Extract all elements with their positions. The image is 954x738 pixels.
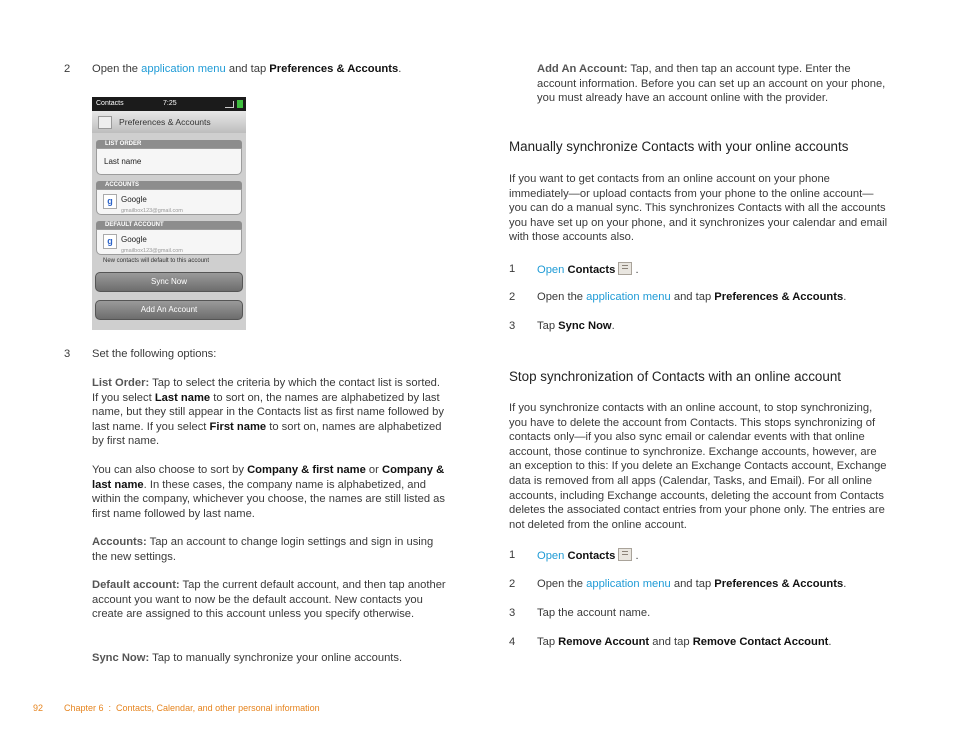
step-number: 2 [64,63,71,75]
screen-header [92,111,246,133]
application-menu-link[interactable]: application menu [586,291,671,303]
default-account-label: DEFAULT ACCOUNT [96,221,242,229]
google-icon: g [103,194,117,209]
application-menu-link[interactable]: application menu [141,63,226,75]
default-note: New contacts will default to this account [103,258,210,264]
list-order-field[interactable]: Last name [96,148,242,175]
manual-sync-heading: Manually synchronize Contacts with your online accounts [509,139,849,154]
sort-paragraph: You can also choose to sort by Company & first name or Company & last name. In these cases, the company name is alphabetized, and within the company, whichever you choose, the names are still listed as first name followed by last name. [92,464,445,520]
list-order-label: LIST ORDER [96,140,242,148]
add-account-paragraph: Add An Account: Tap, and then tap an account type. Enter the account information. Before you can set up an account on your phone, you must already have an account online with the provider. [537,63,886,105]
stop-sync-paragraph: If you synchronize contacts with an online account, to stop synchronizing, you have to delete the account from Contacts. This stops synchronizing of contacts only—if you also sync email or calendar events with that online account, those continue to synchronize. Exchange accounts, however, are an exception to this: If you delete an Exchange Contacts account, Exchange data is removed from all apps (Calendar, Tasks, and Email). For all online accounts, including Exchange accounts, deleting the account from Contacts deletes the associated contact entries from your phone only. The entries are not deleted from the online account. [509,402,887,531]
sync-now-paragraph: Sync Now: Tap to manually synchronize your online accounts. [92,652,403,664]
list-order-paragraph: List Order: Tap to select the criteria by which the contact list is sorted. If you select Last name to sort on, the names are alphabetized by last name, but they still appear in the Contacts list as first name followed by last name. If you select First name to sort on, names are alphabetized by first name. [92,377,444,448]
contacts-icon [618,548,632,561]
open-link[interactable]: Open [537,550,565,562]
accounts-paragraph: Accounts: Tap an account to change login settings and sign in using the new settings. [92,536,434,563]
add-account-button[interactable]: Add An Account [95,300,243,320]
status-app-name: Contacts [96,100,124,107]
open-link[interactable]: Open [537,264,565,276]
manual-sync-paragraph: If you want to get contacts from an online account on your phone immediately—or upload contacts from your phone to the online account—you can do a manual sync. This synchronizes Contacts with all the accounts you have set up on your phone, and it synchronizes your calendar and email with those accounts also. [509,173,888,244]
default-account-row[interactable]: g Google gmailbox123@gmail.com [96,229,242,255]
contacts-icon [618,262,632,275]
sync-now-button[interactable]: Sync Now [95,272,243,292]
battery-icon [237,100,243,108]
application-menu-link[interactable]: application menu [586,578,671,590]
stop-sync-heading: Stop synchronization of Contacts with an online account [509,369,841,384]
google-icon: g [103,234,117,249]
page-number: 92 [33,703,44,713]
phone-screenshot [92,97,246,330]
accounts-label: ACCOUNTS [96,181,242,189]
google-account-row[interactable]: g Google gmailbox123@gmail.com [96,189,242,215]
chapter-footer: Chapter 6 : Contacts, Calendar, and other personal information [64,703,320,713]
screen-title: Preferences & Accounts [119,117,211,127]
status-bar [92,97,246,111]
status-time: 7:25 [163,100,177,107]
preferences-icon [98,116,112,129]
signal-icon [225,101,234,108]
default-account-paragraph: Default account: Tap the current default account, and then tap another account you want to now be the default account. New contacts you create are assigned to this account unless you specify otherwise. [92,579,446,621]
